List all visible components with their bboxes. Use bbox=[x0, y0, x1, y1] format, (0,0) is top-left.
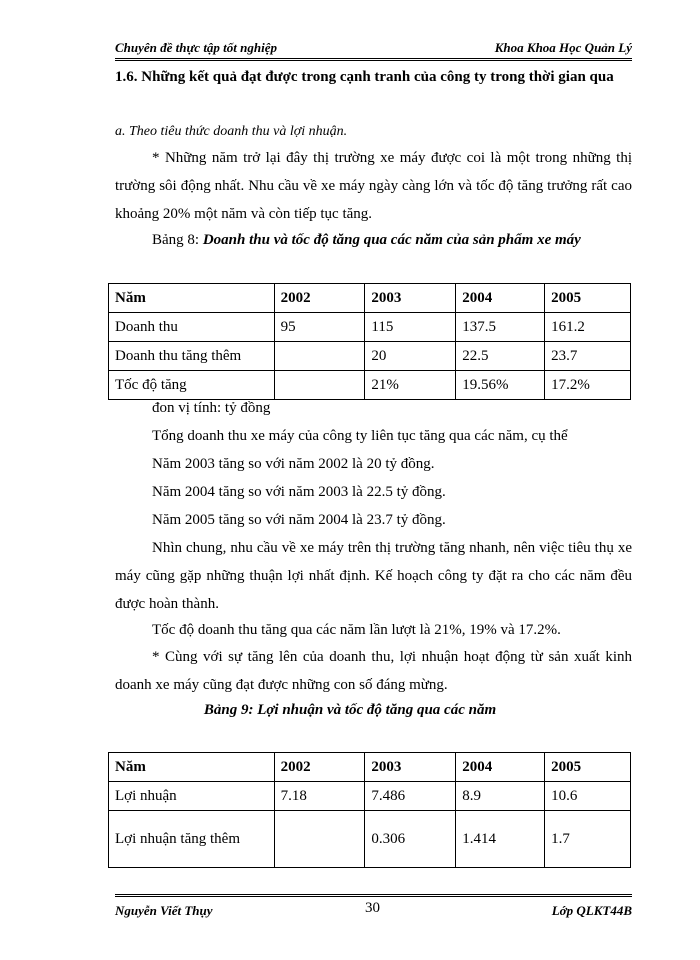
unit-note: đon vị tính: tỷ đồng bbox=[152, 400, 271, 416]
section-title: 1.6. Những kết quả đạt được trong cạnh tranh của công ty trong thời gian qua bbox=[115, 69, 614, 85]
table-row bbox=[109, 342, 631, 371]
table-header-cell: Năm bbox=[109, 753, 275, 782]
table-header-cell: Năm bbox=[109, 284, 275, 313]
table-cell: Doanh thu tăng thêm bbox=[109, 342, 275, 371]
table-cell: 161.2 bbox=[545, 313, 631, 342]
table-cell: 22.5 bbox=[456, 342, 545, 371]
table-cell: 10.6 bbox=[545, 782, 631, 811]
header-right: Khoa Khoa Học Quản Lý bbox=[494, 40, 632, 55]
table-header-row bbox=[109, 284, 631, 313]
table-header-cell: 2003 bbox=[365, 284, 456, 313]
paragraph-growth-rate: Tốc độ doanh thu tăng qua các năm lần lượt là 21%, 19% và 17.2%. bbox=[152, 622, 561, 638]
table-header-cell: 2002 bbox=[274, 753, 365, 782]
header-rule bbox=[115, 58, 632, 61]
table-row bbox=[109, 782, 631, 811]
table-header-cell: 2004 bbox=[456, 284, 545, 313]
table-header-cell: 2005 bbox=[545, 753, 631, 782]
footer-author: Nguyễn Viết Thụy bbox=[115, 903, 213, 918]
table-cell: 95 bbox=[274, 313, 365, 342]
table-cell bbox=[274, 342, 365, 371]
table-cell: 0.306 bbox=[365, 811, 456, 868]
table-cell: 1.7 bbox=[545, 811, 631, 868]
table-header-cell: 2002 bbox=[274, 284, 365, 313]
table-cell bbox=[274, 371, 365, 400]
table-cell: 17.2% bbox=[545, 371, 631, 400]
page-number: 30 bbox=[365, 900, 380, 916]
paragraph-profit: * Cùng với sự tăng lên của doanh thu, lợi nhuận hoạt động từ sản xuất kinh doanh xe máy cũng đạt được những con số đáng mừng. bbox=[115, 649, 632, 693]
table-row bbox=[109, 811, 631, 868]
table-cell: 115 bbox=[365, 313, 456, 342]
footer-rule bbox=[115, 894, 632, 897]
table-cell: 21% bbox=[365, 371, 456, 400]
table-header-cell: 2004 bbox=[456, 753, 545, 782]
table-header-row bbox=[109, 753, 631, 782]
table9-caption: Bảng 9: Lợi nhuận và tốc độ tăng qua các năm bbox=[203, 702, 497, 718]
table-cell: Lợi nhuận tăng thêm bbox=[109, 811, 275, 868]
table-cell: 20 bbox=[365, 342, 456, 371]
paragraph-2004: Năm 2004 tăng so với năm 2003 là 22.5 tỷ đồng. bbox=[152, 484, 446, 500]
table-cell bbox=[274, 811, 365, 868]
paragraph-demand: Nhìn chung, nhu cầu về xe máy trên thị trường tăng nhanh, nên việc tiêu thụ xe máy cũng gặp những thuận lợi nhất định. Kế hoạch công ty đặt ra cho các năm đều được hoàn thành. bbox=[115, 540, 632, 612]
paragraph-2003: Năm 2003 tăng so với năm 2002 là 20 tỷ đồng. bbox=[152, 456, 435, 472]
table-cell: 1.414 bbox=[456, 811, 545, 868]
table8-caption-prefix: Bảng 8: bbox=[152, 232, 203, 248]
section-subtitle: a. Theo tiêu thức doanh thu và lợi nhuận. bbox=[115, 124, 348, 139]
table-cell: 23.7 bbox=[545, 342, 631, 371]
table-cell: Tốc độ tăng bbox=[109, 371, 275, 400]
table-cell: 7.486 bbox=[365, 782, 456, 811]
table8-caption-title: Doanh thu và tốc độ tăng qua các năm của sản phẩm xe máy bbox=[202, 232, 581, 248]
table9 bbox=[108, 752, 631, 868]
table8 bbox=[108, 283, 631, 400]
paragraph-intro: * Những năm trở lại đây thị trường xe máy được coi là một trong những thị trường sôi động nhất. Nhu cầu về xe máy ngày càng lớn và tốc độ tăng trưởng rất cao khoảng 20% một năm và còn tiếp tục tăng. bbox=[115, 150, 632, 222]
paragraph-2005: Năm 2005 tăng so với năm 2004 là 23.7 tỷ đồng. bbox=[152, 512, 446, 528]
table-cell: 7.18 bbox=[274, 782, 365, 811]
paragraph-revenue: Tổng doanh thu xe máy của công ty liên tục tăng qua các năm, cụ thể bbox=[152, 428, 568, 444]
table-cell: Lợi nhuận bbox=[109, 782, 275, 811]
table-cell: 137.5 bbox=[456, 313, 545, 342]
table-cell: 19.56% bbox=[456, 371, 545, 400]
table-row bbox=[109, 313, 631, 342]
table-header-cell: 2003 bbox=[365, 753, 456, 782]
footer-class: Lớp QLKT44B bbox=[551, 903, 632, 918]
header-left: Chuyên đề thực tập tốt nghiệp bbox=[115, 40, 277, 55]
table-cell: 8.9 bbox=[456, 782, 545, 811]
table-header-cell: 2005 bbox=[545, 284, 631, 313]
table8-caption bbox=[152, 232, 581, 249]
table-cell: Doanh thu bbox=[109, 313, 275, 342]
